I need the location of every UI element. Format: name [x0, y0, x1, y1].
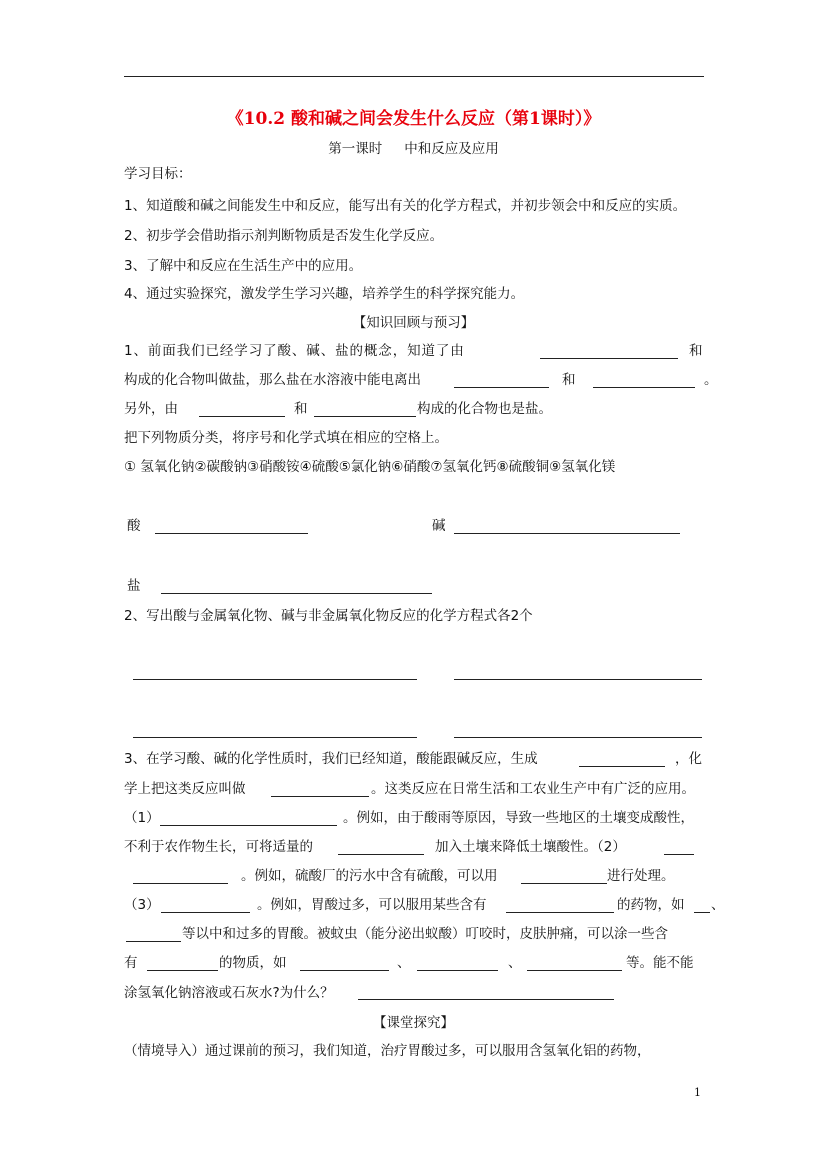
q2-prompt: 2、写出酸与金属氧化物、碱与非金属氧化物反应的化学方程式各2个 — [124, 608, 533, 624]
q3-line4: 不利于农作物生长，可将适量的 — [124, 839, 313, 855]
q3-line8: 有 — [124, 955, 138, 971]
q3-text: 进行处理。 — [607, 868, 675, 884]
q3-sep: 、 — [508, 955, 522, 971]
fill-blank[interactable] — [300, 970, 389, 971]
q1-and: 和 — [562, 372, 576, 388]
fill-blank[interactable] — [160, 825, 337, 826]
q3-text: 等以中和过多的胃酸。被蚊虫（能分泌出蚁酸）叮咬时，皮肤肿痛，可以涂一些含 — [182, 926, 668, 942]
acid-answer-line[interactable] — [155, 533, 308, 534]
q1-line1 — [124, 341, 465, 361]
fill-blank[interactable] — [199, 416, 285, 417]
q1-text: 构成的化合物也是盐。 — [417, 401, 552, 417]
fill-blank[interactable] — [133, 883, 228, 884]
objectives-heading: 学习目标： — [124, 166, 192, 182]
q3-line2: 学上把这类反应叫做 — [124, 781, 246, 797]
q3-text: 加入土壤来降低土壤酸性。（2） — [435, 839, 626, 855]
q1-period: 。 — [704, 372, 718, 388]
fill-blank[interactable] — [527, 970, 622, 971]
objective-item: 4、通过实验探究，激发学生学习兴趣，培养学生的科学探究能力。 — [124, 286, 525, 302]
q3-sep: 、 — [711, 897, 725, 913]
fill-blank[interactable] — [593, 387, 695, 388]
q3-line9: 涂氢氧化钠溶液或石灰水?为什么？ — [124, 985, 334, 1001]
fill-blank[interactable] — [579, 766, 665, 767]
q1-line4: 把下列物质分类，将序号和化学式填在相应的空格上。 — [124, 430, 448, 446]
q1-line2: 构成的化合物叫做盐，那么盐在水溶液中能电离出 — [124, 372, 421, 388]
q1-and: 和 — [294, 401, 308, 417]
q1-text: 1、前面我们已经学习了酸、碱、盐的概念，知道了由 — [124, 343, 465, 359]
equation-answer-line[interactable] — [133, 737, 417, 738]
equation-answer-line[interactable] — [454, 679, 702, 680]
fill-blank[interactable] — [664, 854, 694, 855]
fill-blank[interactable] — [358, 999, 614, 1000]
q3-text: 的药物，如 — [617, 897, 685, 913]
subtitle-part2: 中和反应及应用 — [404, 141, 499, 157]
q3-text: ，化 — [675, 751, 702, 767]
fill-blank[interactable] — [161, 912, 250, 913]
fill-blank[interactable] — [506, 912, 614, 913]
header-rule — [124, 76, 704, 77]
equation-answer-line[interactable] — [454, 737, 702, 738]
document-title: 《10.2 酸和碱之间会发生什么反应（第1课时）》 — [226, 109, 601, 129]
page-number: 1 — [694, 1086, 701, 1099]
objective-item: 1、知道酸和碱之间能发生中和反应，能写出有关的化学方程式，并初步领会中和反应的实质。 — [124, 198, 687, 214]
q3-text: 的物质，如 — [219, 955, 287, 971]
acid-label: 酸 — [127, 518, 141, 534]
objective-item: 3、了解中和反应在生活生产中的应用。 — [124, 258, 363, 274]
fill-blank[interactable] — [521, 883, 607, 884]
fill-blank[interactable] — [147, 970, 218, 971]
q1-line3: 另外，由 — [124, 401, 178, 417]
fill-blank[interactable] — [454, 387, 549, 388]
fill-blank[interactable] — [314, 416, 416, 417]
lesson-subtitle — [0, 137, 827, 157]
q3-line1: 3、在学习酸、碱的化学性质时，我们已经知道，酸能跟碱反应，生成 — [124, 751, 538, 767]
q3-text: 。例如，硫酸厂的污水中含有硫酸，可以用 — [241, 868, 498, 884]
q3-sep: 、 — [397, 955, 411, 971]
q3-line3: （1） — [124, 810, 160, 826]
q3-text: 。例如，由于酸雨等原因，导致一些地区的土壤变成酸性， — [343, 810, 694, 826]
fill-blank[interactable] — [126, 941, 181, 942]
fill-blank[interactable] — [417, 970, 498, 971]
equation-answer-line[interactable] — [133, 679, 417, 680]
review-heading: 【知识回顾与预习】 — [352, 315, 475, 331]
q1-substances: ① 氢氧化钠②碳酸钠③硝酸铵④硫酸⑤氯化钠⑥硝酸⑦氢氧化钙⑧硫酸铜⑨氢氧化镁 — [124, 459, 616, 475]
q3-text: 等。能不能 — [626, 955, 694, 971]
q3-line6: （3） — [124, 897, 160, 913]
q3-text: 。例如，胃酸过多，可以服用某些含有 — [257, 897, 487, 913]
salt-label: 盐 — [127, 578, 141, 594]
classroom-intro: （情境导入）通过课前的预习，我们知道，治疗胃酸过多，可以服用含氢氧化铝的药物， — [124, 1043, 651, 1059]
q1-and: 和 — [689, 343, 703, 359]
fill-blank[interactable] — [694, 912, 710, 913]
classroom-heading: 【课堂探究】 — [373, 1015, 454, 1031]
subtitle-part1: 第一课时 — [328, 141, 383, 157]
base-label: 碱 — [432, 518, 446, 534]
fill-blank[interactable] — [540, 358, 678, 359]
fill-blank[interactable] — [338, 854, 424, 855]
q3-text: 。这类反应在日常生活和工农业生产中有广泛的应用。 — [371, 781, 695, 797]
fill-blank[interactable] — [271, 796, 369, 797]
base-answer-line[interactable] — [454, 533, 680, 534]
objective-item: 2、初步学会借助指示剂判断物质是否发生化学反应。 — [124, 228, 444, 244]
salt-answer-line[interactable] — [161, 593, 432, 594]
